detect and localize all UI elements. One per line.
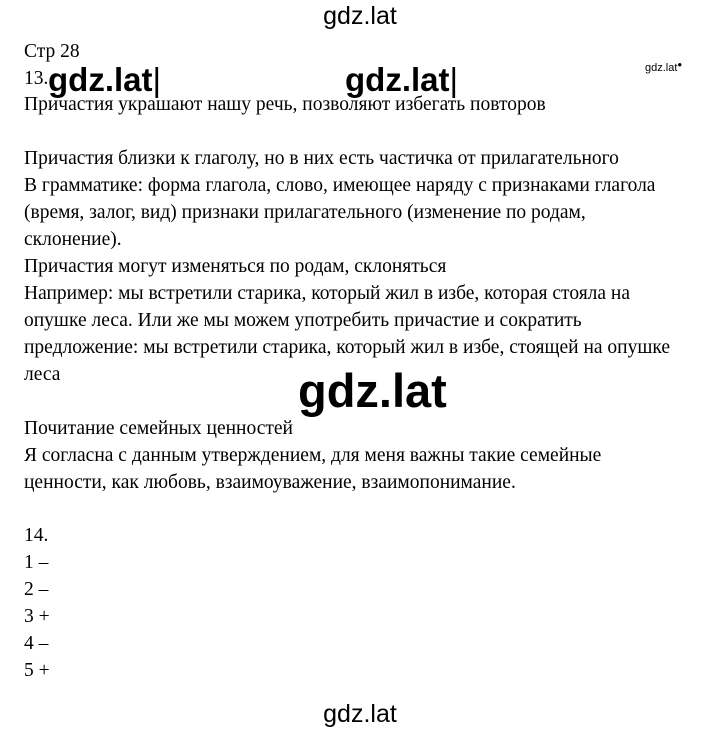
task-14-answer-1: 1 – bbox=[24, 552, 49, 573]
task-13-line-6: Причастия могут изменяться по родам, склоняться bbox=[24, 256, 447, 277]
watermark-middle: gdz.lat bbox=[298, 364, 447, 417]
task-14-answer-5: 5 + bbox=[24, 660, 50, 681]
task-13-line-5: склонение). bbox=[24, 229, 122, 250]
watermark-center: gdz.lat| bbox=[345, 61, 459, 98]
task-13-number: 13. bbox=[24, 68, 49, 89]
watermark-bottom: gdz.lat bbox=[323, 700, 397, 728]
task-13-line-4: (время, залог, вид) признаки прилагательного (изменение по родам, bbox=[24, 202, 586, 223]
task-14-answer-2: 2 – bbox=[24, 579, 49, 600]
task-13-line-7: Например: мы встретили старика, который жил в избе, которая стояла на bbox=[24, 283, 631, 304]
page-label: Стр 28 bbox=[24, 41, 80, 62]
watermark-small: gdz.lat● bbox=[645, 60, 683, 74]
task-14-answer-3: 3 + bbox=[24, 606, 50, 627]
task-13-line-10: леса bbox=[24, 364, 61, 385]
task-13-line-3: В грамматике: форма глагола, слово, имеющее наряду с признаками глагола bbox=[24, 175, 656, 196]
watermark-top: gdz.lat bbox=[323, 2, 397, 30]
task-13-line-9: предложение: мы встретили старика, который жил в избе, стоящей на опушке bbox=[24, 337, 671, 358]
task-13-line-11: Почитание семейных ценностей bbox=[24, 418, 293, 439]
task-13-line-1: Причастия украшают нашу речь, позволяют избегать повторов bbox=[24, 94, 546, 115]
task-13-line-13: ценности, как любовь, взаимоуважение, взаимопонимание. bbox=[24, 472, 516, 493]
task-13-line-12: Я согласна с данным утверждением, для меня важны такие семейные bbox=[24, 445, 602, 466]
task-13-line-2: Причастия близки к глаголу, но в них есть частичка от прилагательного bbox=[24, 148, 619, 169]
task-13-line-8: опушке леса. Или же мы можем употребить причастие и сократить bbox=[24, 310, 582, 331]
watermark-left: gdz.lat| bbox=[48, 61, 162, 98]
task-14-answer-4: 4 – bbox=[24, 633, 49, 654]
task-14-number: 14. bbox=[24, 525, 49, 546]
